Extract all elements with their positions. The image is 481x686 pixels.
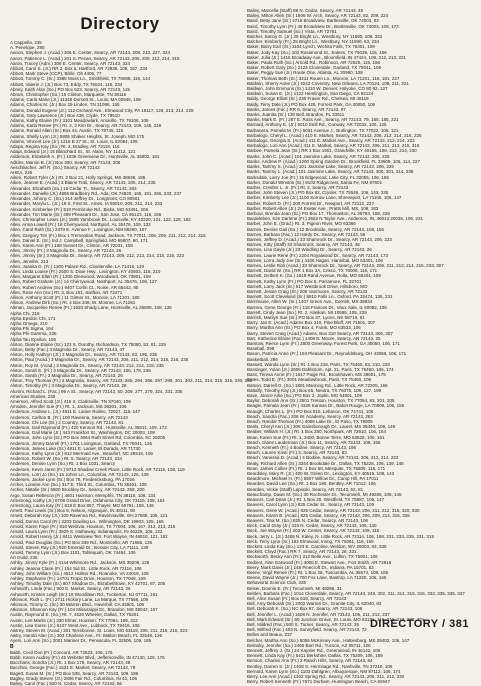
directory-entry: Bell, Deborah K. (So.) NC Box 67, Searcy, AR 72143, 106 bbox=[247, 606, 363, 612]
directory-entry: AHEA, 225 bbox=[10, 170, 33, 176]
directory-entry: Ashley, Jeanna Claire (Fr.) 154 Sid St., Little Rock, AR 72116, 106 bbox=[10, 565, 142, 571]
directory-entry: Battalfy, Timothy Kay (Jr.) Box 65, Neutra, TX 76075, 109, 127, 199 bbox=[247, 387, 382, 393]
directory-entry: Arnold, Tammy Lynn (Jr.) Box 1101, Tahlequah, OK 74464, 106 bbox=[10, 549, 136, 555]
directory-entry: Barnes, Barbara (Fac.) 12 Hardy Dr., Searcy, AR 72143, 56 bbox=[247, 231, 366, 237]
directory-entry: Awtrey, Steven M. (Acad.) 301 Terrebonne, St. Louis, MO 63119, 206, 211, 215, 216, 323 bbox=[10, 627, 188, 633]
directory-entry: Alexander, Tim Marie (Sr.) 499 Pheasant Dr., San Jose, CA 95123, 116, 156 bbox=[10, 211, 162, 217]
directory-entry: Bassinger, Yulan (Jr.) 2606 Dahlstrom, Apt. 21, Paris, TX 75460, 106, 174 bbox=[247, 367, 394, 373]
directory-entry: Adams, Ronald Allen (Sr.) Box 44, Austin, TX 78745, 115 bbox=[10, 128, 124, 134]
directory-entry: Barstow, Reece Lynn (Fr.) 2800 Greenway, Forest Park, GA 30050, 106, 171 bbox=[247, 341, 400, 346]
directory-entry: Adapt, Edward (Jr.) 15 Blanchard St., St. Alans, NY 11412, 121 bbox=[10, 149, 136, 155]
directory-entry: Barr, Katherine Elaine (Fac.) 1408 E. Moore, Searcy, AR 72143, 25 bbox=[247, 335, 381, 341]
directory-entry: Barbee, Pamela Jean (Sr.) RR 1 Box 1901, Grandville, KY 40155, 108, 212, 214, 230 bbox=[247, 148, 417, 154]
directory-entry: Baccharis, Sondra (Jr.) Rt. 1 Box 179, Searcy, AR 72143, 48 bbox=[10, 660, 131, 666]
directory-entry: Allman, Jacqueline Renee (Fr.) 1920 Shady Lane, Huntsville, AL 35808, 108, 138 bbox=[10, 305, 172, 311]
directory-entry: Alston, Dianne Elaine (Sr.) 123 S. Dorothy, Richardson, TX 75080, 52, 81, 229 bbox=[10, 341, 166, 347]
directory-entry: Beach, Vanessa D. (Acad.) 4 Bodine, Searcy, AR 72143, 206, 213, 214, 223 bbox=[247, 455, 399, 461]
directory-entry: Allen, Juanita D. (Fr.) 1300 Palace Rd., Cloutierville, LA 71416, 120 bbox=[10, 263, 145, 269]
directory-entry: Bearden, David Lee (So.) Rt. 1 Box 190, Bentley, AR 71012, 106 bbox=[247, 481, 376, 487]
directory-entry: Alumni, Richard L. (Fac.) 99 A St., Searcy, AR 72143, 50, 209, 277, 279, 324, 331, 335 bbox=[10, 388, 183, 394]
directory-entry: Aanon, Stephen J. (Acad.) 306 E. Center, Searcy, AR 72143, 208, 213, 227, 324 bbox=[10, 50, 171, 56]
directory-entry: Argo, Susan Rebecca (Fr.) 4601 Harrison, Memphis, TN 38118, 108, 134 bbox=[10, 492, 156, 498]
directory-entry: Abney, Keith Alan (So.) PO Box 523, Searcy, AR 72143, 115 bbox=[10, 86, 130, 92]
directory-entry: Anderson, Kathy Lynn (Jr.) 812 Mermaid Ave., Beaufort, NC 28516, 106 bbox=[10, 451, 153, 457]
directory-entry: Barnes, Lisa Gayle (Jr.) 23 Windling Dr., Searcy, AR 72143, 26 bbox=[247, 247, 372, 253]
directory-entry: Alexander, Elizabeth (So.) 15 Cedar Tr., Searcy, AR 72143, 263 bbox=[10, 185, 137, 191]
directory-entry: Alpha Epsilon Chi, 171 bbox=[10, 315, 56, 321]
directory-entry: Bernard, Karen Lynn (So.) 1103 Dahlgren, Albuquerque, NM 87112, 106, 174 bbox=[247, 668, 401, 674]
directory-entry: Allen, Rose Ann (So.) Rt. 3, Box 151, Swifton, AR 72471 bbox=[10, 289, 123, 295]
directory-entry: Baird, Betty Jane (Sr.) 4716 Broadview, Bartlesville, OK 74003, 82 bbox=[247, 18, 379, 24]
directory-entry: Barbour, Brenda Jean (Sr.) PO Box 17, Thomaston, AL 36783, 108, 225 bbox=[247, 210, 390, 216]
directory-entry: Barnes, Laurie Rene (Fr.) 2204 Royalwood Dr., Searcy, AR 72143, 173 bbox=[247, 252, 388, 258]
directory-entry: Balcher, Sanny G. (Jr.) 25 Bright Ln., Westbury, NY 11590, 109, 322 bbox=[247, 34, 383, 40]
directory-entry: Alpha Chi, 218 bbox=[10, 310, 40, 316]
directory-entry: Aiken, Robert Tyler (Jr.) Rt. 2 Box 21, Holly Springs, MS 38635, 185 bbox=[10, 175, 146, 181]
directory-entry: Beavers, Gene W. (Acad.) 825 Cedar, Searcy, AR 72143, 206, 211, 212, 315, 320, 330 bbox=[247, 507, 420, 513]
directory-entry: Belinsky, Jennifer (So.) 2465 Barr Rd., Tucson, AZ 85711, 106 bbox=[247, 642, 371, 648]
directory-entry: Baker, Robert Gary (So.) 2124 Cloverdale, Garland, TX 75041, 108 bbox=[247, 65, 381, 71]
directory-entry: Allen, Linda Louise (Fr.) 2500 S. Dixie Hwy., Lexington, KY 40503, 116, 210 bbox=[10, 268, 161, 274]
directory-entry: Bennett, Jeffrey J. (Sr.) 24 Kaysler Rd., Greenwood, IN 46142, 106 bbox=[247, 647, 381, 653]
directory-entry: Bell, Alice Susan (Fr.) Box 518, Searcy, AR 72143 bbox=[247, 595, 347, 601]
directory-entry: Arnold, Paul Douglas (So.) PO Box 339 Rd., Monticello, AR 71655, 126 bbox=[10, 539, 153, 545]
directory-entry: Alexander, Kimberlee (Fr.) 510 Pembroke Rd., Biska, MO 63451, 206 bbox=[10, 206, 149, 212]
directory-entry: Barbalogo, Cheryl L. (Acad.) 410 E. Market, Searcy, AR 72143, 206, 212, 214, 216, 225 bbox=[247, 132, 422, 138]
directory-entry: Barry, Steven Craig (Acad.) Adams, Box 310 Searcy, AR 72143, 306, 307 bbox=[247, 330, 393, 336]
directory-entry: Aaron, Patience L. (Acad.) 201 S. Pecan, Searcy, AR 72143, 206, 209, 212, 214, 315 bbox=[10, 55, 180, 61]
directory-entry: Barbalogo, Georgia S. (Acad.) 411 E. Market Ave., Searcy, AR 72143, 212, 214, 223 bbox=[247, 138, 415, 144]
directory-entry: Beavers, Tina M. (So.) 825 N. Cedar, Searcy, AR 72143, 106 bbox=[247, 517, 368, 523]
directory-entry: Alston, Sarah (Fr.) 3 Magnolia Dr., Searcy, AR 72143, 26 bbox=[10, 373, 123, 378]
directory-entry: Beck, Carol Gray (Jr.) 315 N. Cedar, Searcy, AR 72143, 106, 140 bbox=[247, 523, 377, 529]
directory-entry: Allen, Karen Ann (Fr.) 168 Sunset Dr., Clinton, AR 72031, 108 bbox=[10, 242, 133, 248]
directory-entry: Adams, Donald Eugene (Jr.) 112 Orchard Ave., Elmwood City, PA 16117, 126, 213, 214, 229 bbox=[10, 107, 194, 113]
directory-entry: Alston, Troy Thomas (Fr.) 3 Magnolia, Searcy, AR 72143, 265, 294, 296, 297, 299, 301, 302, 311, 314, 315, 316, 330, 331 bbox=[10, 378, 253, 384]
directory-entry: Barnett, Jessie Craig (Sr.) 208 Vanmoore, Searcy, AR 72143 bbox=[247, 288, 368, 294]
directory-entry: Anderson, Gail Marie (Jr.) 443 Frankfort St., Washington, DC 20003, 108 bbox=[10, 430, 155, 436]
directory-entry: Barnes, Leslie Rob (Acad.) 33 Shamrock Dr., Searcy, AR 72143, 206, 211, 213, 214, 215, 233, 307 bbox=[247, 262, 444, 268]
directory-entry: Alpha Phi Gamma, 235 bbox=[10, 331, 57, 337]
directory-entry: Arnett, Paul Lewis (Sr.) Box 6, Nelson, Algonquin, IN 48111, 90 bbox=[10, 508, 136, 514]
directory-entry: Bell, Mildred (Fac.) 500 S. Turner, Searcy, AR 72143, 26 bbox=[247, 621, 359, 627]
directory-entry: Alston, Holly Kathryn (Jr.) 3 Magnolia Dr., Searcy, AR 72143, 63, 195, 235 bbox=[10, 352, 157, 358]
directory-entry: Bailey, Milton Allen (Sr.) 1806 W. Arch, Searcy, AR 72143, 82, 209, 224 bbox=[247, 13, 389, 19]
directory-entry: Beckworth, Becky Ann (Fr.) 312 Belle Ave., Lufkin, TX 75901, 106 bbox=[247, 554, 378, 560]
directory-entry: Beach, Sandra (Fac.) 206 W. Academy, Searcy, AR 72143, 263 bbox=[247, 413, 373, 419]
directory-entry: Andersen, Denise Lynn (So.) Rt. 1 Box 1031, Searcy bbox=[10, 461, 116, 467]
directory-entry: Banks, John C. (Acad.) 101 Jasmine Lake, Searcy, AR 72143, 206, 225 bbox=[247, 153, 390, 159]
directory-entry: Beaty, Richard Allen (Sr.) 3344 Brookdale Dr., Dallas, TX 75228, 106, 139, 148 bbox=[247, 460, 404, 466]
directory-entry: Austin, Raymond E. (So.) Rt. 7, 4520 Wheeler, Dallas, TX 75201 bbox=[10, 612, 139, 618]
directory-entry: Bagley, Grady Steven (Jr.) 2806 Fair Rd., Columbus, IN 43, 106 bbox=[10, 675, 137, 681]
directory-entry: Baker, Peggy Sue (Jr.) Route One, Atlanta, AL 30990, 109 bbox=[247, 70, 363, 76]
directory-entry: Archer, Natalie (Sr.) 5800 Brockley Dr., Searcy, AR 72143, 259, 200 bbox=[10, 487, 145, 493]
directory-column-left bbox=[10, 40, 253, 686]
directory-entry: Adams, Vincent Lee (Jr.) 1216 B 27 St., St. Louis, IL 62084, 106 bbox=[10, 138, 138, 144]
directory-entry: Bacchini, George (Fac.) 1521 E. Market, Searcy, AR 72143, 78 bbox=[10, 665, 136, 671]
directory-entry: Barbanera, Pamela M. (Fr.) 5031 Avenue J., Burlington, TX 77022, 106, 121 bbox=[247, 127, 399, 133]
directory-entry: Beach, Lauren Kristi (Fr.) 3, Searcy, AR 72143, 83 bbox=[247, 450, 347, 456]
directory-entry: Barry, Jan E. (Acad.) Adams Box 310, Pine Bluff, AR 71601, 307 bbox=[247, 320, 376, 326]
directory-entry: Bentley, Darren S. (Jr.) 1408 S. Hermitage Rd., Nashville, TN 37210, 106 bbox=[247, 663, 393, 669]
directory-entry: Anderson, Robert W. (So.) Rt. 5, Searcy, AR 72143, 234 bbox=[10, 456, 122, 462]
directory-entry: Barnes, Lorra Judy Joe (Sr.) 4106 Hagan, Hannibal, MO 63401, 106 bbox=[247, 257, 383, 263]
directory-entry: Beach, Randal Thomas (Fr.) 4008 Lake Dr., El Paso, TX 79905 bbox=[247, 419, 373, 425]
directory-entry: Barnes, Jeffrey D. (Acad.) 33 Shamrock Dr., Searcy, AR 72143, 206, 223 bbox=[247, 236, 392, 242]
directory-entry: Baldy, Terry Dale (Jr.) PO Box 425, Forrest Park, GA 30050, 106 bbox=[247, 101, 376, 107]
directory-entry: Bass, Teresa Anne (Fr.) 1617 Paige Rd., Brookhaven, MS 39601, 175 bbox=[247, 372, 386, 378]
directory-entry: Bates, Todd E. (Fr.) 3001 Meadowbrook, Paris, TX 75460, 106 bbox=[247, 377, 372, 383]
directory-entry: Barber, Crestler L. Jr. (Fr.) Rt. 2, Searcy, AR 72143 bbox=[247, 184, 349, 190]
directory-entry: Adams, Carla Marie (Jr.) 11348 Dorsett St., Louis, MA 02945, 108 bbox=[10, 97, 141, 103]
directory-entry: Allen, Anna Lowell (Fr.) 18 Cherrywood, Northport, AL 35476, 109, 132 bbox=[10, 222, 151, 228]
directory-entry: Adapa, Regina Kay (So.) Rt. 2, Bradley, AR 72118, 116 bbox=[10, 144, 120, 150]
directory-entry: Bason, Patricia Anne (Fr.) 194 Pleasant Dr., Reynoldsburg, OH 43068, 106, 171 bbox=[247, 351, 407, 357]
directory-entry: Baker, Jody Kay (So.) 102 Rosamond St., Euless, TX 76039, 116, 156 bbox=[247, 49, 387, 55]
directory-entry: Allen, Robert Andrew (So.) 9407 Corlin Ct., Noise, AR 65442, 95 bbox=[10, 284, 139, 290]
directory-entry: Beck, Terry Lynn (Sr.) 192 Elmwood, Irving, TX 75061, 116, 159 bbox=[247, 538, 374, 544]
directory-entry: Allen, Robert Graham (Jr.) 14 Cherrywood, Northport, AL 35476, 108, 127 bbox=[10, 279, 157, 285]
directory-entry: Atkinson, Ruth L. (Fr.) 2711 Hickory Lane, La Marque, TX 77568, 109 bbox=[10, 596, 149, 602]
directory-entry: B bbox=[10, 643, 14, 650]
page-footer bbox=[370, 618, 469, 630]
directory-entry: Alexander, Johnny C. (So.) 314 Jeffrey Dr., Longmont, CO 80501 bbox=[10, 196, 140, 202]
directory-entry: A. Penelope, 290 bbox=[10, 45, 45, 51]
directory-entry: Alston, Sarah E. (Fr.) 3 Magnolia Dr., Searcy, AR 72143, 106, 179, 236 bbox=[10, 367, 151, 373]
directory-entry: Allen, Jimmy (Sr.) 3 Magnolia Dr., Searcy, AR 72143, 209, 212, 213, 214, 215, 216, 223 bbox=[10, 253, 185, 259]
footer-separator: / bbox=[442, 618, 446, 630]
directory-entry: Barnett, Kathy Lynn (Fr.) PO Box 5, Parramore, FL 32701 bbox=[247, 278, 362, 284]
directory-entry: Beals, Cheryl Ann (Jr.) 306 Gainsborough Dr., Laurel, MS 39440, 106, 148 bbox=[247, 424, 396, 430]
directory-entry: Arnold, Robert Henry (Jr.) 8411 Westview Terr. Fort Wayne, IN 46816, 121, 182 bbox=[10, 534, 168, 540]
directory-entry: Banks, Andrew P. (Acad.) 1200 Spring Garden Dr., Brookfield, FL 33605, 106, 114, 227 bbox=[247, 158, 421, 164]
directory-entry: Balcher, Kimberly (Fr.) 25 Bright Ln., Westbury, NY 11590, 63, 234 bbox=[247, 39, 379, 45]
directory-entry: Babb, Karen Audrey (Fr.) 46 Webster Blvd., Jeffersonville, IN 47130, 129, 176 bbox=[10, 654, 165, 660]
directory-entry: Beckett, Cloyd (Fac.) RR 7, Searcy, AR 72143, 26, 231 bbox=[247, 549, 357, 555]
directory-entry: Bearden, Vickie (Staff) Lapinski, Searcy, AR 72143, 62, 81 bbox=[247, 486, 364, 492]
directory-entry: Abbott, Mark Steve (CCP), Bible, Olt 4406, 77 bbox=[10, 71, 102, 77]
directory-entry: Beardmore, Michael H. (Fr.) 5507 Willow Dr., Camp Hill, PA 17011 bbox=[247, 476, 379, 482]
directory-entry: Alpha Omega, 210 bbox=[10, 320, 48, 326]
directory-entry: Adams, Karla Renee (Fr.) Rt. 2, 3 Kim Dr., Searcy, AR 72143, 109, 145, 216 bbox=[10, 123, 162, 129]
directory-entry: Beck, Joe Wayne (Fr.) 203 W. Center, Searcy, AR 72143, 109, 110 bbox=[247, 528, 380, 534]
directory-entry: Bell, Mark Edward (Sr.) 60 Junction Grove, St. Louis, MO 63131, 116, 212, 213, 230, 231 bbox=[247, 616, 425, 622]
directory-entry: Bave, Janice Arlie (So.) PO Box 3, Joplin, MO 64801, 109 bbox=[247, 393, 363, 399]
directory-entry: Bell, Wilfred (Fac.) 403 N. Sunnyfield, Searcy, AR 72143, 72 bbox=[247, 627, 367, 633]
directory-entry: Allen, Daniel E. (Sr.) Ind J. Campbell, Springfield, MO 65807, 90, 171 bbox=[10, 237, 148, 243]
directory-entry: Baldwin, John Emmons (Sr.) 1410 W. Denver, Holyoke, CO 80 92, 127 bbox=[247, 86, 388, 92]
directory-entry: Baldwin, Sherry Anne (Jr.) 4043 Coventry, New Orleans, LA 70124, 108, 211, 221 bbox=[247, 80, 409, 86]
directory-entry: Barber, John Steven (Jr.) PO Box 82, Crysler, TX 75546, 106, 143, 335 bbox=[247, 190, 389, 196]
directory-entry: Bardeleben, Kim Darlene (Fr.) 3652 N Taylor Ave., Anderson, IN, 46012 20035, 106, 231 bbox=[247, 216, 423, 222]
directory-entry: Allison, Anthony Scott (Fr.) 11 Gilmer St., Monroe, LA 71201, 180 bbox=[10, 294, 140, 300]
directory-entry: Adams, Kathy Elaine (Fr.) 3101 Meadowlark, Amarillo, TX 79106, 106 bbox=[10, 118, 149, 124]
directory-entry: Abram, Christopher (So.) 15 Clinton, Marquette, TN 38116 bbox=[10, 92, 127, 98]
directory-entry: Belles and Beaux, 237 bbox=[247, 632, 293, 638]
directory-entry: Beardsley, Mary R. (Jr.) 400 W. Green Dr., Lexington, KY 40515, 108, 143 bbox=[247, 471, 395, 477]
directory-entry: Banks, Mark E. (Fr.) 287 E. Ross Ave., Searcy, AR 72143, 79, 165, 185, 221 bbox=[247, 117, 399, 123]
directory-entry: Barnett, Scott Cleveland (Sr.) 5810 Falls Ln., Oxford, PA 32474, 136, 231 bbox=[247, 294, 393, 300]
directory-entry: Allen, Jimmy (Fr.) 3 Magnolia Dr., Searcy, AR 72143, 26 bbox=[10, 248, 122, 254]
directory-entry: Ayers, Lori Ann (So.) 3001 Mariner Dr., Pensacola, FL 32506, 109, 185 bbox=[10, 638, 152, 644]
directory-entry: Armstrong, Kathy (Jr.) 6708 Grand Drive, Oklahoma City, OK 73116, 108, 154 bbox=[10, 497, 165, 503]
directory-entry: Barber, Robert Allen (Jr.) 24 Exeter Ave., Pratts Mill, MS, 109, 183 bbox=[247, 205, 379, 211]
directory-entry: Baker, Paula Ruth (So.) Arnold Rd., Robinson, AR 72025, 116, 166 bbox=[247, 60, 381, 66]
directory-entry: Beiser, Donnie E. (Fr.) Tecumseh, MI 49286, 31 bbox=[247, 585, 342, 591]
directory-entry: Banks, James (Fac.) RR 6, Searcy, AR 72143, 97 bbox=[247, 106, 346, 112]
directory-entry: Allen, Christopher Lewis (Jr.) 1508 Yarnbrook Dr., Louisville, KY 40220, 121, 123, 128, 182 bbox=[10, 216, 191, 222]
directory-entry: Ashley, Stephanie (Fr.) 14701 Tropic Drive, Houston, TX 77049, 109 bbox=[10, 575, 146, 581]
directory-entry: Beery, Mark Davis (Jr.) 148 Pinecroft Dr., Indiana, PA 15701, 83 bbox=[247, 564, 374, 570]
directory-entry: Aiken, Jeanne E. (Acad.) 3 Blaine Trail, Searcy, AR 72143, 205, 214, 235 bbox=[10, 180, 156, 186]
directory-entry: Austin, Lee Marlin (Jr.) 330 Elmer, Houston, TX 77084, 199, 312 bbox=[10, 617, 138, 623]
directory-entry: Bailey, Marcella (Staff) 88 N. Cedar, Searcy, AR 72143, 48 bbox=[247, 8, 364, 13]
directory-entry: Basketball, 296 bbox=[247, 356, 278, 362]
directory-entry: Bailey, Carol (Fac.) 820 N. Cedar, Searcy, AR 72143, 56 bbox=[10, 680, 122, 686]
directory-entry: Alston, Betty (Fac.) 3 Magnolia Dr., Searcy, AR 72143, 47 bbox=[10, 346, 125, 352]
directory-entry: Beene, David Wayne (Jr.) 700 Fox Lane, Bastrop, LA 71220, 106, 165 bbox=[247, 575, 387, 581]
directory-entry: Atkinson, Shannon Kay (Fr.) 104 Mississippi Dr., Brandon, MS 39042, 107 bbox=[10, 607, 158, 613]
directory-entry: Baird, Timothy Samuel (So.) Vista, AR 72761 bbox=[247, 28, 337, 34]
directory-entry: Allen, Margaret Ellen (Fr.) 1200 Glenwood, Woodward, OK 73801, 109 bbox=[10, 274, 151, 280]
directory-entry: Ashley, John William (So.) 4612 Hollins Rd., Roanoke, VA 24019, 108 bbox=[10, 570, 149, 576]
directory-entry: Baldwin, Susan E. (Jr.) 1122 Hemlington, San Diego, CA 92124 bbox=[247, 91, 374, 97]
directory-entry: Allison, Andrew Dirk (So.) Rt. 4 Box 346, W. Monroe, LA 71291 bbox=[10, 300, 136, 306]
directory-entry: American Studies, 235 bbox=[10, 393, 56, 399]
directory-entry: Atkinson, Timmy C. (Sr.) 30 Warren Blvd., Haverhill, CA 33901, 106 bbox=[10, 601, 145, 607]
directory-entry: Austin, Lisa Karen (Jr.) 5107 West Ave., Lubbock, TX 79416, 106 bbox=[10, 622, 140, 628]
directory-entry: Barnes, Kitty (Staff) 33 Shamrock, Searcy, AR 72143, 48 bbox=[247, 242, 360, 248]
directory-entry: Beene, Virgil Renee (Fr.) Rt. 1 Box 28, Tuscumbia, AL 35674, 108, 185 bbox=[247, 569, 389, 575]
directory-entry: Andersen, Lorri Jo (So.) 15 Johns Ln., Columbia, AR 72143, 126, 139 bbox=[10, 471, 149, 477]
directory-entry: Art Guild, 236 bbox=[10, 555, 38, 561]
directory-entry: Beaber, William H. (Jr.) Rt. 1 Box 280, Northpark, AR 72910, 106, 164 bbox=[247, 429, 387, 435]
directory-entry: Bennett, Linda Kay (Fr.) 5411 Berkshire, Dallas, TX 75209, 106, 159 bbox=[247, 653, 383, 659]
directory-entry: Andersen, Jackie Lynn (Sr.) Box 78, Fredericksburg, PA 17026 bbox=[10, 477, 135, 483]
directory-entry: A Cappella, 235 bbox=[10, 40, 42, 45]
directory-entry: Ashby, Jimmy Kyle (Fr.) 4144 Whitmore Rd., Jackson, MS 39206, 128 bbox=[10, 560, 150, 566]
directory-entry: Baker, Barry Earl (Sr.) 1104 Lynch, Wichita Falls, TX 76301, 109 bbox=[247, 44, 375, 50]
directory-entry: Barksdale, Larry Joe (Fr.) 15 Edgewood, Lake City, FL 32055, 106, 185 bbox=[247, 174, 389, 180]
directory-entry: Archer, Loraine Ann (So.) 317 E. Third St., Columbia, TN 38401, 108 bbox=[10, 482, 147, 488]
directory-entry: Ashworth, Kristen Leigh (Sr.) 19 Woodlawn Rd., Tuckerton, NJ 07711, 161 bbox=[10, 591, 158, 597]
directory-entry: Beck, Jerry L. (Jr.) 3406 N. Kaley, N. Little Rock, AR 72114, 106, 168, 231, 233, 235, 231, 319 bbox=[247, 533, 434, 539]
directory-entry: Arnold, Donna Carol (Fr.) 2203 Dowling Ln., Wilmington, DE 19803, 105, 166 bbox=[10, 518, 164, 524]
directory-entry: Bassett, Wanda Lynn (Sr.) Rt. 1 Box 218, Paris, TX 75460, 83, 210, 228 bbox=[247, 361, 390, 367]
directory-entry: Baird, Timothy Lynn (Fr.) 46 Broadview Dr., Bartlesville, OK 74003, 109, 173 bbox=[247, 23, 399, 29]
directory-entry: Aaron, Tracey (Adm.) 306 E. Center, Searcy, AR 72143, 324 bbox=[10, 60, 130, 66]
directory-entry: Barber, John E. (Grad.) Rt. 3, Pigeon River, MO 63366 bbox=[247, 221, 356, 227]
directory-entry: Barber, Robert D. (Fr.) 209 Forrest Dr., Newport, AR 72112, 227 bbox=[247, 200, 374, 206]
directory-entry: Barnard, Anthony E. (Jr.) 5010 Stoll Rd., Conway, AR 72032, 106, 125 bbox=[247, 122, 387, 128]
directory-entry: Baker, Julia (Jr.) 1416 Broadway Ave., Bloomfield, IN 47424, 109, 212, 213, 221 bbox=[247, 54, 407, 60]
directory-entry: Banks, Tammy L. (Acad.) 101 Jasmine Lake, Searcy, AR 72143, 300, 301, 314, 335 bbox=[247, 169, 414, 175]
directory-entry: Barnhouse, Allen W. (Sr.) 1407 Green Ave., Cornith, MS 38834 bbox=[247, 299, 373, 305]
directory-entry: Beauchamp, Dawn M. (So.) 30 Rochester Dr., Tecumseh, MI 49286, 106, 146 bbox=[247, 491, 402, 497]
directory-entry: Allen, Gregory Tim (Fr.) Box 1 Tremontian Road, Jackson, TX 77011, 206, 209, 211, 212, 214, 315 bbox=[10, 232, 206, 238]
directory-entry: Alexander, Danielle (Jr.) 4855 Bradberry Rd., Ada, OK 74820, 166, 181, 266, 233, 237 bbox=[10, 190, 182, 196]
directory-entry: Beavers, Carl Dean (Jr.) Rt. 1 Box 20, Westfield, TX 75687, 106, 147 bbox=[247, 497, 385, 503]
directory-entry: Anderson, Gail Raymond (Fr.) 420 Kennon Rd., Huntsville, AL 35811, 109, 173 bbox=[10, 425, 167, 431]
directory-entry: Benson, Charles Ann (Fr.) 2 Ranch Hills, Searcy, AR 72143, 84 bbox=[247, 658, 373, 664]
directory-entry: Baseball, 298 bbox=[247, 346, 275, 352]
directory-entry: Adkins, Marvin B. (Jr.) Box 300, Searcy, AR 72143, 206 bbox=[10, 159, 121, 165]
directory-entry: Beaugh, Charles L. (Fr.) PO Box 815, Lebanon, OK 74741, 106 bbox=[247, 408, 374, 414]
directory-entry: Baldy, George Elliott (Sr.) 230 Fraser Rd., Chelsea, MI 48118 bbox=[247, 96, 369, 102]
footer-label: DIRECTORY bbox=[369, 618, 439, 630]
directory-entry: Barbalogo, Lori Ann (Acad.) 411 E. Market, Searcy, AR 72143, 206, 211, 213, 215, 316 bbox=[247, 143, 420, 149]
directory-entry: Barnes, Denise Gail (So.) 12 Brookside, Searcy, AR 72143, 108, 156 bbox=[247, 226, 384, 232]
directory-entry: Barrera, Gene George (Fr.) 115 Frances Dr., Vaux Sale, IL 60082, 106 bbox=[247, 304, 387, 310]
directory-entry: Bagett, Susan M. (Sr.) PO Box 536, Searcy, AR 72143, 109, 186 bbox=[10, 670, 139, 676]
directory-entry: Andersen, Kevin Jaren (Fr.) 9713 Shadow Creek Place, Little Rock, AR 72116, 108, 119 bbox=[10, 466, 185, 472]
directory-entry: Allen, Jennifer, 213 bbox=[10, 258, 49, 264]
directory-entry: Barnett, David W. (So.) RR 1 Box 3A, Crisco, TX 76008, 116, 171 bbox=[247, 268, 378, 274]
directory-entry: Beavers, Carol Lynn (Jr.) 825 Cedar St., Searcy, AR 72143, 106 bbox=[247, 502, 375, 508]
directory-entry: Amerson, Alfred Scott (Jr.) 416 S. Clarksville, TN 37040, 109 bbox=[10, 399, 131, 405]
directory-entry: Belcher, Martha Ann (So.) 5056 McKinney Ave., Hattiesburg, MS 39402, 106, 147 bbox=[247, 637, 410, 643]
directory-entry: Ashley, Timothy Dale (Sr.) 807 Shadow Dr., Elizabethtown, KY 42701, 87, 205 bbox=[10, 581, 166, 587]
directory-entry: Belden, Barbara (Fac.) 1014 Cloverdale, Searcy, AR 72143, 249, 302, 311, 314, 315, 316, 333, 335, 335, 337 bbox=[247, 590, 465, 596]
directory-entry: Bean, Karen Sue (Fr.) Rt. 1, 3400, Bonne Terre, MO 63628, 105, 161 bbox=[247, 434, 385, 440]
directory-entry: Batson, Darrell G. (So.) 1801 Manning Rd., Little Rock, AR 72205, 166 bbox=[247, 382, 388, 388]
directory-entry: Bean, James Collier (Fr.) Rt. 1 Box 60, Mesquite, TX 75806, 116, 171 bbox=[247, 465, 386, 471]
directory-entry: Behavioral Science Club, 235 bbox=[247, 580, 307, 586]
directory-entry: Arnett, Deborah Kay (Jr.) 100 Ravenna Rd., Ravennaville, OH 27688, 105, 121 bbox=[10, 513, 168, 519]
directory-entry: Alpha Tau Epsilon, 166 bbox=[10, 336, 56, 342]
directory-entry: Abbott, Valerie J. (Jr.) Box 73, Eddy, TX 76524, 115, 234 bbox=[10, 81, 123, 87]
directory-entry: Allen, Carol Ruth (Sr.) 2470 E. Avenue F., Lovington, NM 88260, 107 bbox=[10, 227, 147, 233]
directory-entry: Barrett, Cindy Jean (So.) Rt. 2, Alaskan, MI 10585, 105, 229 bbox=[247, 309, 367, 315]
page-title: Directory bbox=[80, 14, 160, 33]
directory-entry: Anderson, John Lynn (Sr.) PO Box 3064 Ruth Street Rd, Colombia, SC 29205 bbox=[10, 435, 166, 441]
directory-entry: Anderson, Carlton B. (Fr.) 100 Ravenna, Searcy, AR 72143 bbox=[10, 414, 128, 420]
directory-entry: Aeschbacher, Jeff R. (So.) Searcy, AR 72143 bbox=[10, 164, 100, 170]
directory-entry: Alpha Phi Sigma, 164 bbox=[10, 326, 54, 332]
directory-entry: Abbott, Tommy C. (Sr.) 3385 Moss Ln., Smithfield, TX 76088, 116, 144 bbox=[10, 76, 151, 82]
directory-entry: Banks, Juanita (Sr.) 130 Bell, Brandon, FL 33511 bbox=[247, 112, 345, 118]
directory-entry: Anderson, James Luke (Sr.) 4811 E. Lanier, El Dorado, AR 71730 bbox=[10, 445, 141, 451]
directory-entry: Arnold, Karen Faye (Fr.) 810 Westvia, Houston, TX 77004, 106, 167, 212, 213, 215 bbox=[10, 523, 176, 529]
directory-entry: Adams, Charles M. (Jr.) Box 25 Linden, TN 31096, 155 bbox=[10, 102, 120, 108]
directory-entry: Alston, Paul (Acad.) 3 Magnolia Dr., Searcy, AR 72143, 206, 211, 212, 214, 215, 216, 235 bbox=[10, 357, 189, 363]
directory-entry: Awtry, Harold Alan (Jr.) 303 Charlene Ave., Ft. Walton Beach, FL 32548, 126 bbox=[10, 633, 162, 639]
directory-entry: Berry, Lee Ann (Acad.) 1302 Spring Rd., Searcy, AR 72143, 206, 211, 212, 230 bbox=[247, 674, 405, 679]
directory-entry: Barnett, Delbert K. (So.) 1618 Rand Avenue, Rolla, MO 65401, 109 bbox=[247, 273, 381, 279]
directory-entry: Arnold, Laura Lynn (Fr.) 3929 S. Hathaway, Indianapolis, IN 46226, 106, 122 bbox=[10, 529, 163, 535]
directory-entry: Beach, Kenneth (Fr.) 4 Bodine, Searcy, AR 72143, 196 bbox=[247, 445, 356, 451]
directory-entry: Barber, Kimberly Lee (Jr.) 1100 Sorrow Lane, Shreveport, LA 71106, 106, 147 bbox=[247, 195, 402, 201]
directory-entry: Bell, Jennifer L. (Acad.) 1608 N. Jennifer, AR 72143, 106, 211, 212, 237 bbox=[247, 611, 390, 617]
directory-entry: Barry, Martha Ann (Sr.) PO Box 4, Frank, MO 63533, 106 bbox=[247, 325, 361, 331]
directory-entry: Armstrong, Laura Kay (Fr.) 819 E Box 857, Thayer, MO 65791, 108, 146 bbox=[10, 503, 154, 509]
directory-entry: Bell, Amy Deborah (Sr.) 2002 Warren Dr., Granite City, IL 62040, 83 bbox=[247, 601, 382, 607]
directory-entry: Berry, Robert Kenneth (Fr.) 7671 Durham, Huntington Beach, CA 92647 bbox=[247, 679, 390, 685]
directory-entry: Beckett, Linda Kay (So.) 123 E. Caroline, Weldon, WV 26003, 83, 335 bbox=[247, 543, 387, 549]
directory-entry: Adams, Gary Lawrence (Jr.) Box 438, Clyde, TX 79510 bbox=[10, 112, 120, 118]
directory-entry: Babb, Cecil Don (Fr.) Concord, AR 72523, 106, 176 bbox=[10, 649, 113, 655]
directory-entry: Beavers, Karen B. (Acad.) 825 Cedar, Searcy, AR 72143, 206, 209, 214, 316, 326 bbox=[247, 512, 410, 518]
directory-entry: Adams, Shelly Lynn (Jr.) 5805 Shaker Heights, St. Joseph, MO 175 bbox=[10, 133, 145, 139]
directory-entry: Banks, Tammy S. (Acad.) 101 Jasmine Lake, Searcy, AR 72143, 206, 225 bbox=[247, 164, 394, 170]
directory-entry: Baylor, Deborah Ann (Sr.) 2501 Trenton, Houston, TX 77054, 83, 201, 205 bbox=[247, 398, 395, 404]
directory-entry: Baker, Thomas Beth (Sr.) 3211 Rouen Ln., Monroe, LA 71201, 116, 181, 227 bbox=[247, 75, 400, 81]
directory-entry: Alston, Roy M. (Acad.) 3 Magnolia Dr., Searcy, AR 72143, 212, 214, 215, 235 bbox=[10, 362, 164, 368]
page-number: 381 bbox=[449, 618, 469, 630]
directory-entry: Ashworth, Linda (Fac.) 900 E. Market, Searcy, AR 72143, 26 bbox=[10, 586, 131, 592]
directory-entry: Alexander, Marylu L. (Jr.) 18 S. First St., Ames, IA 50010, 205, 211, 214, 233 bbox=[10, 201, 163, 207]
directory-entry: Amsden, Jennifer Sue (Fr.) Rt. 1, Jackson, MS 39201, 106 bbox=[10, 404, 127, 410]
directory-entry: Anderson, Andrew L. (Jr.) 4811 E. Lanier Rodeo, 72027, 116, 147 bbox=[10, 409, 141, 415]
directory-entry: Anderson, Chi Lee (Sr.) 2 Country, Searcy, AR 72143, 81 bbox=[10, 419, 124, 425]
directory-entry: Barker, Donald Winston (Sr.) 8102 Ridgecrest, Santa Fe, NM 87501 bbox=[247, 179, 383, 185]
directory-entry: Alston, Timothy (Fr.) 3 Magnolia Dr., Searcy, AR 72143, 28 bbox=[10, 383, 127, 389]
directory-entry: Barnett, Larry Jack (Sr.) 517 Westbrook Drive, Hillsboro, MO bbox=[247, 283, 368, 289]
directory-entry: Beach, Diane Lauderman (Jr.) Box 11, Searcy, AR 72143, 108, 156 bbox=[247, 439, 381, 445]
directory-entry: Barrish, Marilyn Sue (Sr.) PO Box 37, Lyons, NE 68719, 81 bbox=[247, 314, 365, 320]
directory-entry: Abbott, Carol S. (Jr.) RR 2, Box 5, Hartford, AR 72938, 109, 157, 234 bbox=[10, 66, 148, 72]
directory-entry: Bedient, Alan Garwood (Fr.) 4006 E. Stewart Ave., Fort Smith, AR 72916 bbox=[247, 559, 392, 565]
directory-entry: Anderson, Jimmy Darrell (Fr.) 1701 Livingston, Garland, TX 75041, 126 bbox=[10, 440, 152, 446]
directory-entry: Arnold, Steven Ray (Jr.) 920 Emerald Dr., Bossier City, LA 71111, 139 bbox=[10, 544, 149, 550]
directory-entry: Beagle, Pamela Jean (Fr.) 4325 Kansas Dr., Baton Rouge, LA 70809, 106, 156 bbox=[247, 403, 405, 409]
directory-entry: Adderson, Elizabeth A. (Fr.) 1036 Greenview Dr., Huntsville, AL 35802, 181 bbox=[10, 154, 160, 160]
